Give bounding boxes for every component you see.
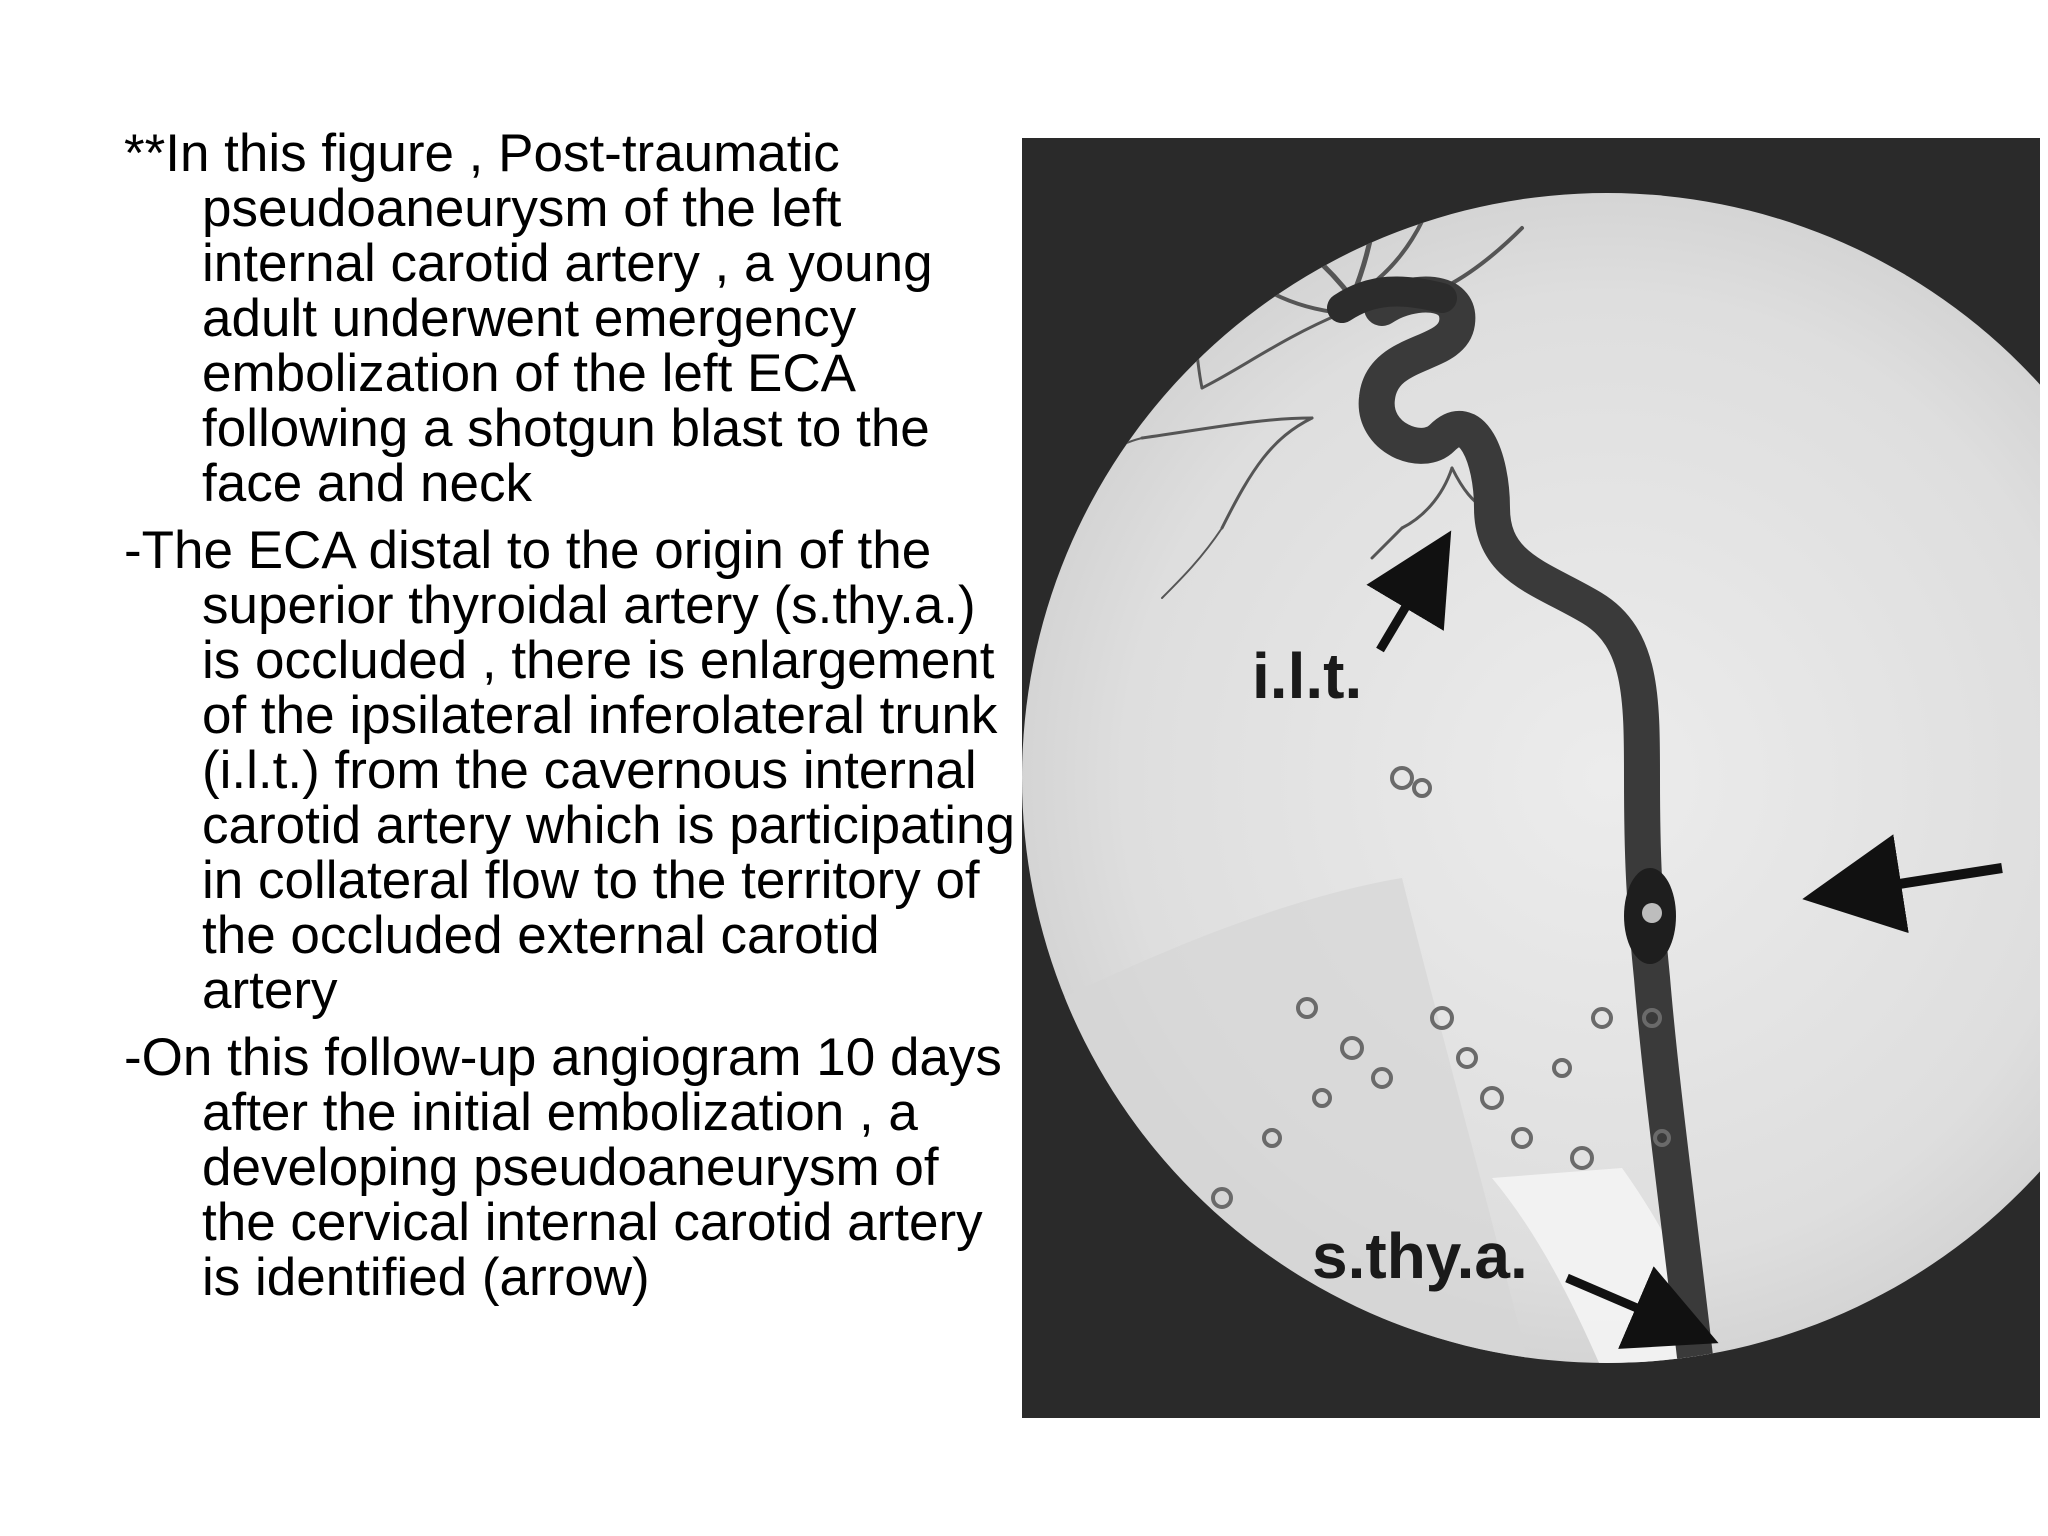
angiogram-image bbox=[1022, 138, 2040, 1418]
pseudoaneurysm-lumen bbox=[1642, 903, 1662, 923]
label-sthya: s.thy.a. bbox=[1312, 1220, 1528, 1292]
angiogram-figure bbox=[1022, 138, 2040, 1418]
paragraph-intro: **In this figure , Post-traumatic pseudoaneurysm of the left internal carotid artery , a young adult underwent emergency embolization of the left ECA following a shotgun blast to the face and neck bbox=[124, 124, 933, 513]
label-ilt: i.l.t. bbox=[1252, 640, 1363, 712]
carotid-siphon bbox=[1342, 291, 1442, 308]
paragraph-eca-occlusion: -The ECA distal to the origin of the superior thyroidal artery (s.thy.a.) is occluded , there is enlargement of the ipsilateral inferolateral trunk (i.l.t.) from the cavernous internal carotid artery which is participating in collateral flow to the territory of the occluded external carotid artery bbox=[124, 521, 1016, 1020]
caption-text bbox=[124, 126, 1024, 1317]
paragraph-follow-up: -On this follow-up angiogram 10 days after the initial embolization , a developing pseudoaneurysm of the cervical internal carotid artery is identified (arrow) bbox=[124, 1028, 1002, 1307]
